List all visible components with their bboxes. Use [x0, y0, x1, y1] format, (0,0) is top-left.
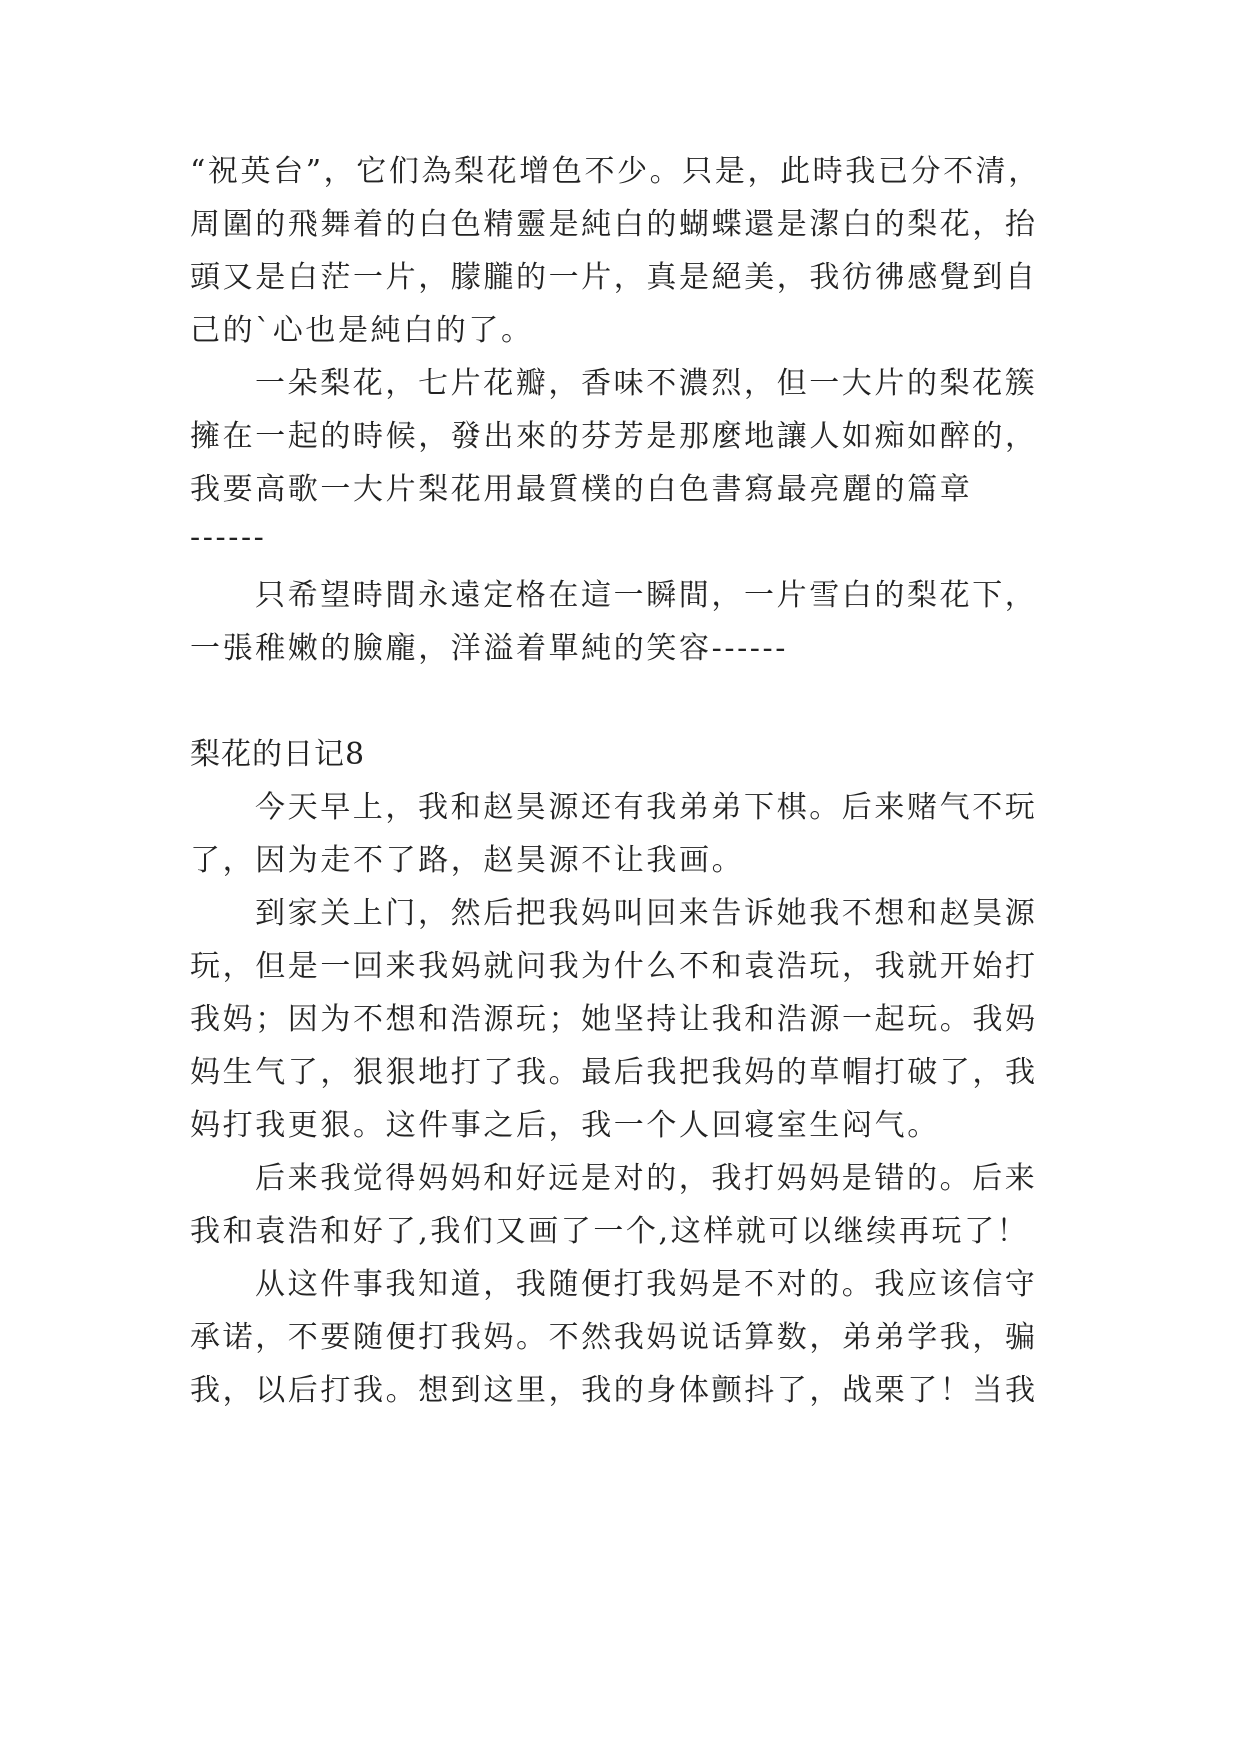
paragraph-line: 我要高歌一大片梨花用最質樸的白色書寫最亮麗的篇章 [190, 472, 973, 507]
paragraph-line: 玩，但是一回来我妈就问我为什么不和袁浩玩，我就开始打 [190, 949, 1038, 984]
paragraph-line: 我和袁浩和好了,我们又画了一个,这样就可以继续再玩了！ [190, 1214, 1030, 1249]
section-title: 梨花的日记8 [190, 737, 366, 772]
paragraph-line: 一張稚嫩的臉龐，洋溢着單純的笑容------ [190, 631, 789, 666]
paragraph-line: 后来我觉得妈妈和好远是对的，我打妈妈是错的。后来 [255, 1161, 1038, 1196]
paragraph-line: “祝英台”，它们為梨花增色不少。只是，此時我已分不清， [190, 154, 1041, 189]
paragraph-line: 頭又是白茫一片，朦朧的一片，真是絕美，我彷彿感覺到自 [190, 260, 1038, 295]
paragraph-line: 一朵梨花，七片花瓣，香味不濃烈，但一大片的梨花簇 [255, 366, 1038, 401]
paragraph-line: 今天早上，我和赵昊源还有我弟弟下棋。后来赌气不玩 [255, 790, 1038, 825]
paragraph-line: 擁在一起的時候，發出來的芬芳是那麼地讓人如痴如醉的， [190, 419, 1038, 454]
paragraph-line: 妈打我更狠。这件事之后，我一个人回寝室生闷气。 [190, 1108, 940, 1143]
paragraph-line: ------ [190, 520, 267, 555]
paragraph-line: 我妈；因为不想和浩源玩；她坚持让我和浩源一起玩。我妈 [190, 1002, 1038, 1037]
paragraph-line: 周圍的飛舞着的白色精靈是純白的蝴蝶還是潔白的梨花，抬 [190, 207, 1038, 242]
paragraph-line: 了，因为走不了路，赵昊源不让我画。 [190, 843, 745, 878]
paragraph-line: 承诺，不要随便打我妈。不然我妈说话算数，弟弟学我，骗 [190, 1320, 1038, 1355]
paragraph-line: 到家关上门，然后把我妈叫回来告诉她我不想和赵昊源 [255, 896, 1038, 931]
paragraph-line: 只希望時間永遠定格在這一瞬間，一片雪白的梨花下， [255, 578, 1038, 613]
paragraph-line: 妈生气了，狠狠地打了我。最后我把我妈的草帽打破了，我 [190, 1055, 1038, 1090]
paragraph-line: 我，以后打我。想到这里，我的身体颤抖了，战栗了！当我 [190, 1373, 1038, 1408]
paragraph-line: 从这件事我知道，我随便打我妈是不对的。我应该信守 [255, 1267, 1038, 1302]
paragraph-line: 己的`心也是純白的了。 [190, 313, 534, 348]
